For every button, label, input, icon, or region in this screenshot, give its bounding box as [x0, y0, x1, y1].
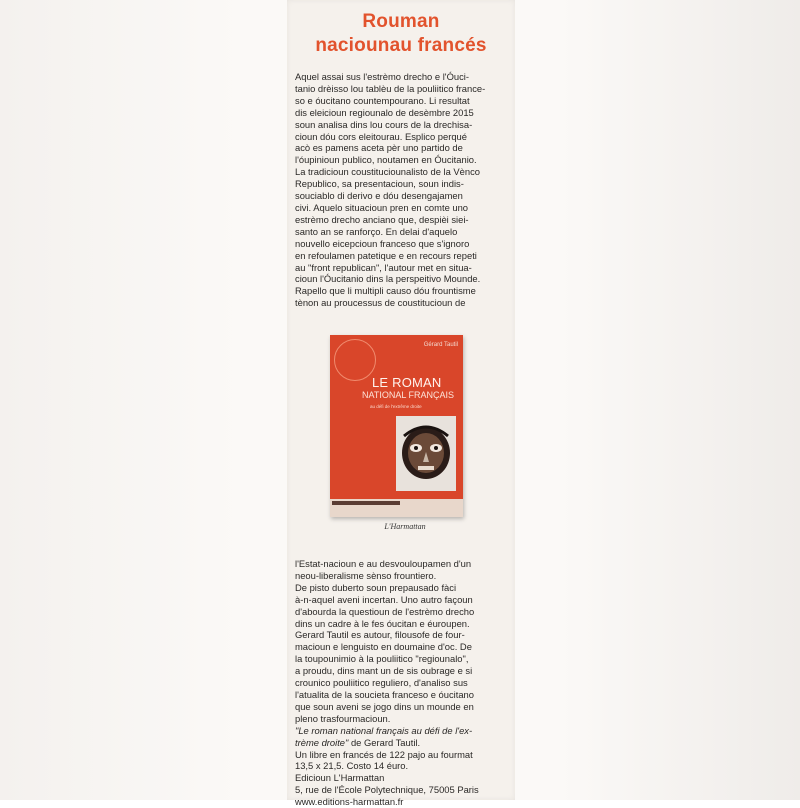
detail-line: Un libre en francés de 122 pajo au fourmat: [295, 749, 507, 761]
book-title-line-2: trème droite": [295, 737, 348, 748]
text-line: tènon au proucessus de coustitucioun de: [295, 297, 507, 309]
text-line: crounico pouliitico reguliero, d'analiso sus: [295, 677, 507, 689]
text-line: acò es pamens aceta pèr uno partido de: [295, 142, 507, 154]
text-line: pleno trasfourmacioun.: [295, 713, 507, 725]
cover-subtitle: au défi de l'extrême droite: [370, 404, 460, 410]
title-line-2: naciounau francés: [287, 34, 515, 58]
detail-line: 13,5 x 21,5. Costo 14 éuro.: [295, 760, 507, 772]
text-line: estrèmo drecho anciano que, despièi siei-: [295, 214, 507, 226]
text-line: macioun e lenguisto en doumaine d'oc. De: [295, 641, 507, 653]
cover-circle-decoration: [334, 339, 376, 381]
article-title: [287, 10, 515, 58]
text-line: Republico, sa presentacioun, soun indis-: [295, 178, 507, 190]
text-line: cioun dóu cors eleitourau. Esplico perqué: [295, 131, 507, 143]
text-line: so e óucitano countempourano. Li resultat: [295, 95, 507, 107]
text-line: tanio drèisso lou tablèu de la pouliitico france-: [295, 83, 507, 95]
cover-title-line-2: NATIONAL FRANÇAIS: [358, 390, 458, 400]
cover-mask-illustration: [396, 416, 456, 491]
publisher-logo: L'Harmattan: [370, 522, 440, 531]
title-line-1: Rouman: [287, 10, 515, 34]
text-line: que soun aveni se jogo dins un mounde en: [295, 701, 507, 713]
text-line: l'atualita de la soucieta franceso e óucitano: [295, 689, 507, 701]
paragraph-2-body: [295, 558, 507, 725]
text-line: dis eleicioun regiounalo de desèmbre 2015: [295, 107, 507, 119]
article-paragraph-2: [295, 558, 507, 808]
book-cover-image: [330, 335, 463, 517]
text-line: la toupounimio à la pouliitico "regiounalo",: [295, 653, 507, 665]
text-line: d'abourda la questioun de l'estrèmo drecho: [295, 606, 507, 618]
book-reference: [295, 725, 507, 749]
text-line: nouvello eicepcioun franceso que s'ignoro: [295, 238, 507, 250]
text-line: santo an se ranforço. En delai d'aquelo: [295, 226, 507, 238]
detail-line: 5, rue de l'École Polytechnique, 75005 Paris: [295, 784, 507, 796]
detail-line: www.editions-harmattan.fr: [295, 796, 507, 808]
text-line: en refoulamen patetique e en recours repeti: [295, 250, 507, 262]
book-title-line-1: "Le roman national français au défi de l'ex-: [295, 725, 472, 736]
text-line: cioun l'Óucitanio dins la perspeitivo Mounde.: [295, 273, 507, 285]
article-paragraph-1: [295, 71, 507, 309]
book-details: [295, 749, 507, 808]
book-author-suffix: de Gerard Tautil.: [348, 737, 420, 748]
text-line: Aquel assai sus l'estrèmo drecho e l'Óuci-: [295, 71, 507, 83]
cover-collection-band: [332, 501, 400, 505]
cover-author: Gérard Tautil: [398, 341, 458, 349]
cover-title-line-1: LE ROMAN: [372, 376, 462, 390]
text-line: neou-liberalisme sènso frountiero.: [295, 570, 507, 582]
text-line: De pisto duberto soun prepausado fàci: [295, 582, 507, 594]
text-line: l'Estat-nacioun e au desvouloupamen d'un: [295, 558, 507, 570]
text-line: Gerard Tautil es autour, filousofe de four-: [295, 629, 507, 641]
text-line: au "front republican", l'autour met en situa-: [295, 262, 507, 274]
detail-line: Edicioun L'Harmattan: [295, 772, 507, 784]
text-line: civi. Aquelo situacioun pren en comte uno: [295, 202, 507, 214]
text-line: a proudu, dins mant un de sis oubrage e si: [295, 665, 507, 677]
text-line: dins un cadre à le fes óucitan e éuroupen.: [295, 618, 507, 630]
text-line: à-n-aquel aveni incertan. Uno autro façoun: [295, 594, 507, 606]
text-line: souciablo di derivo e dóu desengajamen: [295, 190, 507, 202]
text-line: Rapello que li multipli causo dóu frountisme: [295, 285, 507, 297]
text-line: soun analisa dins lou cours de la drechisa-: [295, 119, 507, 131]
text-line: La tradicioun coustituciounalisto de la Vènco: [295, 166, 507, 178]
text-line: l'óupinioun publico, noutamen en Óucitanio.: [295, 154, 507, 166]
